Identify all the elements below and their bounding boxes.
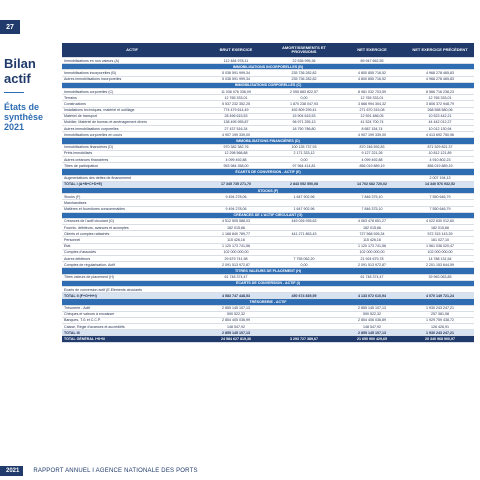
row-value: 161 027,10 [406,237,474,243]
row-label: Comptes d'associés [62,249,202,255]
row-value: 14 702 682 720,02 [338,181,406,187]
row-label: Prêts immobilisés [62,150,202,156]
row-value: 3 293 727 389,67 [270,336,338,342]
row-value: 12 591 486,05 [338,113,406,119]
section-subtitle: États de synthèse 2021 [4,102,44,132]
section-label: IMMOBILISATIONS INCORPORELLES (B) [62,64,474,70]
row-value: 7 846 375,10 [338,206,406,212]
header-amortissements: AMORTISSEMENTS ET PROVISIONS [270,43,338,58]
row-value: 20 340 968 900,97 [406,336,474,342]
row-value: 4 583 747 448,53 [202,293,270,299]
row-value: 7 846 375,10 [338,194,406,200]
row-value: 61 748 374,47 [202,274,270,280]
footer-year: 2021 [0,466,23,476]
row-value: 4 968 278 465,83 [406,76,474,82]
row-value: 102 000 000,00 [202,249,270,255]
header-net: NET EXERCICE [338,43,406,58]
row-value: 4 907 199 339,00 [202,132,270,138]
row-value: 5 036 591 999,34 [202,76,270,82]
row-label: Autres débiteurs [62,256,202,262]
row-value: 138 495 955,87 [202,119,270,125]
row-label: Clients et comptes rattachés [62,231,202,237]
row-value: 1 647 902,96 [270,206,338,212]
row-value: 449 026 935,63 [270,218,338,224]
row-label: Titres de participation [62,163,202,169]
row-value: 2 201 153 644,59 [406,262,474,268]
row-value: 27 437 516,34 [202,126,270,132]
row-value: 148 547,92 [338,324,406,330]
row-value: 5 537 232 352,25 [202,101,270,107]
row-label: Trésorerie - Actif [62,305,202,311]
row-value: 2 855 145 107,13 [338,330,406,336]
row-value: 0,00 [270,262,338,268]
row-value: 14 788 131,54 [406,256,474,262]
row-label: TOTAL GÉNÉRAL I+II+III [62,336,202,342]
row-label: Installations techniques, matériel et outillage [62,107,202,113]
row-label: Marchandises [62,200,202,206]
row-value: 450 674 839,59 [270,293,338,299]
row-value: 1 120 173 741,56 [202,243,270,249]
row-value: 21 690 900 429,69 [338,336,406,342]
row-value: 24 984 627 819,36 [202,336,270,342]
row-value: 7 550 646,79 [406,194,474,200]
row-value: 4 512 505 588,03 [202,218,270,224]
row-value: 2 055 683 822,57 [270,88,338,94]
row-value: 29 679 741,98 [202,256,270,262]
row-value: 112 484 978,11 [202,58,270,64]
row-label: Fournis. débiteurs, avances et acomptes [62,225,202,231]
row-value: 572 315 143,39 [406,231,474,237]
row-label: TOTAL III [62,330,202,336]
row-value: 235 736 282,82 [270,70,338,76]
row-value: 1 930 243 247,21 [406,305,474,311]
row-value: 39 963 063,85 [406,274,474,280]
row-label: Autres immobilisations incorporelles [62,76,202,82]
row-label: Augmentations des dettes de financement [62,175,202,181]
row-value: 492 809 299,41 [270,107,338,113]
row-value: 182 015,66 [338,225,406,231]
row-value: 727 568 926,34 [338,231,406,237]
row-label: Immobilisations corporelles (C) [62,88,202,94]
row-value: 1 561 036 020,47 [406,243,474,249]
row-value: 7 755 062,20 [270,256,338,262]
row-value: 102 000 000,00 [338,249,406,255]
row-value: 4 910 802,23 [406,157,474,163]
row-value: 2 007 194,13 [406,175,474,181]
row-value: 2 091 513 972,87 [202,262,270,268]
row-value: 4 413 692 750,96 [406,132,474,138]
row-label: Autres créances financières [62,157,202,163]
section-label: TRÉSORERIE - ACTIF [62,299,474,305]
row-value: 268 558 580,06 [406,107,474,113]
row-value: 590 522,32 [202,311,270,317]
row-value: 21 924 679,78 [338,256,406,262]
section-label: ÉCARTS DE CONVERSION - ACTIF (I) [62,280,474,286]
row-value: 100 135 737,93 [270,144,338,150]
row-label: Caisse, Régie d'avances et accréditifs [62,324,202,330]
row-value: 4 133 072 610,94 [338,293,406,299]
table-header-row [62,43,474,58]
row-value: 4 022 630 012,60 [406,218,474,224]
row-value: 182 015,66 [202,225,270,231]
row-label: Ecarts de conversion actif (E.Eléments circulants [62,286,202,292]
row-value: 8 687 154,74 [338,126,406,132]
row-label: Immobilisations en non valeurs (A) [62,58,202,64]
row-value: 5 036 591 999,34 [202,70,270,76]
row-label: Créances de l'actif circulant (G) [62,218,202,224]
row-value: 12 765 333,01 [202,95,270,101]
row-value: 4 968 278 465,83 [406,70,474,76]
row-value: 17 345 735 271,70 [202,181,270,187]
row-value: 9 127 221,26 [338,150,406,156]
row-value: 44 442 012,27 [406,119,474,125]
row-value: 8 566 716 238,23 [406,88,474,94]
row-value: 148 547,92 [202,324,270,330]
row-value: 9 494 278,06 [202,206,270,212]
row-value: 774 479 614,49 [202,107,270,113]
row-value: 1 168 840 789,77 [202,231,270,237]
row-label: Titres valeurs de placement (H) [62,274,202,280]
row-value: 235 736 282,82 [270,76,338,82]
row-value: 2 855 145 107,13 [202,330,270,336]
row-value: 0,00 [270,157,338,163]
header-net-precedent: NET EXERCICE PRÉCÉDENT [406,43,474,58]
row-value: 1 120 173 741,56 [338,243,406,249]
row-value: 1 929 759 438,72 [406,317,474,323]
header-brut: BRUT EXERCICE [202,43,270,58]
row-value: 12 298 568,88 [202,150,270,156]
row-value: 41 524 700,74 [338,119,406,125]
row-value: 8 981 032 703,59 [338,88,406,94]
row-value: 953 984 358,00 [202,163,270,169]
row-label: Immobilisations financières (D) [62,144,202,150]
section-label: IMMOBILISATIONS FINANCIÈRES (D) [62,138,474,144]
row-value: 14 340 576 932,52 [406,181,474,187]
grand-total-row [62,336,474,342]
row-value: 970 382 382,76 [202,144,270,150]
section-title: Bilan actif [4,56,36,86]
row-value: 12 765 333,01 [338,95,406,101]
row-value: 89 947 662,55 [338,58,406,64]
row-value: 61 748 374,47 [338,274,406,280]
row-value: 4 063 478 651,27 [338,218,406,224]
row-value: 4 800 855 716,52 [338,76,406,82]
row-value: 856 019 889,19 [338,163,406,169]
row-value: 4 099 492,88 [338,157,406,163]
row-value: 15 904 615,53 [270,113,338,119]
row-value: 590 522,32 [338,311,406,317]
row-value: 10 523 442,21 [406,113,474,119]
section-label: STOCKS (F) [62,187,474,193]
row-value: 22 536 995,36 [270,58,338,64]
balance-sheet-table [62,43,474,343]
row-value: 4 099 492,88 [202,157,270,163]
row-value: 2 855 145 107,13 [202,305,270,311]
section-label: ÉCARTS DE CONVERSION - ACTIF (E) [62,169,474,175]
row-value: 0,00 [270,95,338,101]
row-value: 2 854 405 036,99 [202,317,270,323]
row-label: Constructions [62,101,202,107]
row-value: 3 806 372 948,79 [406,101,474,107]
row-label: Chèques et valeurs à encaisser [62,311,202,317]
row-value: 871 529 821,37 [406,144,474,150]
section-label: TITRES VALEURS DE PLACEMENT (H) [62,268,474,274]
row-value: 856 019 889,19 [406,163,474,169]
row-value: 1 647 902,96 [270,194,338,200]
row-label: Mobilier, Matériel de bureau et aménagement divers [62,119,202,125]
row-value: 96 971 255,13 [270,119,338,125]
row-label: TOTAL II (F+G+H+I) [62,293,202,299]
row-value: 4 070 149 721,24 [406,293,474,299]
row-value: 2 171 333,12 [270,150,338,156]
row-value: 10 812 121,89 [406,150,474,156]
row-label: Matériel de transport [62,113,202,119]
row-label: Stocks (F) [62,194,202,200]
row-value: 28 496 615,53 [202,113,270,119]
row-value: 2 855 145 107,13 [338,305,406,311]
row-label: Banques, T.G et C.C.P. [62,317,202,323]
row-value: 182 015,66 [406,225,474,231]
row-value: 97 964 414,81 [270,163,338,169]
row-label: Personnel [62,237,202,243]
row-value: 4 800 855 716,52 [338,70,406,76]
title-divider [4,92,24,93]
row-value: 1 930 243 247,21 [406,330,474,336]
row-label: Terrains [62,95,202,101]
row-label: Immobilisations corporelles en cours [62,132,202,138]
row-value: 115 426,16 [338,237,406,243]
row-label: Etat [62,243,202,249]
page-number: 27 [0,20,20,34]
row-value: 441 271 863,43 [270,231,338,237]
row-value: 7 550 646,79 [406,206,474,212]
row-value: 18 750 786,80 [270,126,338,132]
row-label: Matières et fournitures consommables [62,206,202,212]
row-value: 9 494 278,06 [202,194,270,200]
row-value: 870 246 592,83 [338,144,406,150]
header-actif: ACTIF [62,43,202,58]
row-value: 2 854 406 036,89 [338,317,406,323]
section-label: CRÉANCES DE L'ACTIF CIRCULANT (G) [62,212,474,218]
row-label: Immobilisations incorporelles (B) [62,70,202,76]
page-footer [0,462,480,480]
footer-text: RAPPORT ANNUEL I AGENCE NATIONALE DES PORTS [33,468,198,474]
row-value: 12 765 333,01 [406,95,474,101]
row-value: 2 091 513 972,87 [338,262,406,268]
row-value: 257 381,58 [406,311,474,317]
row-value: 11 036 076 336,09 [202,88,270,94]
row-value: 115 426,16 [202,237,270,243]
row-value: 271 670 315,08 [338,107,406,113]
section-label: IMMOBILISATIONS CORPORELLES (C) [62,82,474,88]
row-value: 3 666 994 304,32 [338,101,406,107]
row-value: 126 426,91 [406,324,474,330]
row-label: Autres immobilisations corporelles [62,126,202,132]
row-label: TOTAL I (A+B+C+D+E) [62,181,202,187]
row-value: 102 000 000,00 [406,249,474,255]
row-value: 1 870 238 047,93 [270,101,338,107]
row-value: 4 907 199 339,00 [338,132,406,138]
row-label: Comptes de régularisation- Actif [62,262,202,268]
row-value: 2 843 052 550,08 [270,181,338,187]
row-value: 10 012 130,94 [406,126,474,132]
